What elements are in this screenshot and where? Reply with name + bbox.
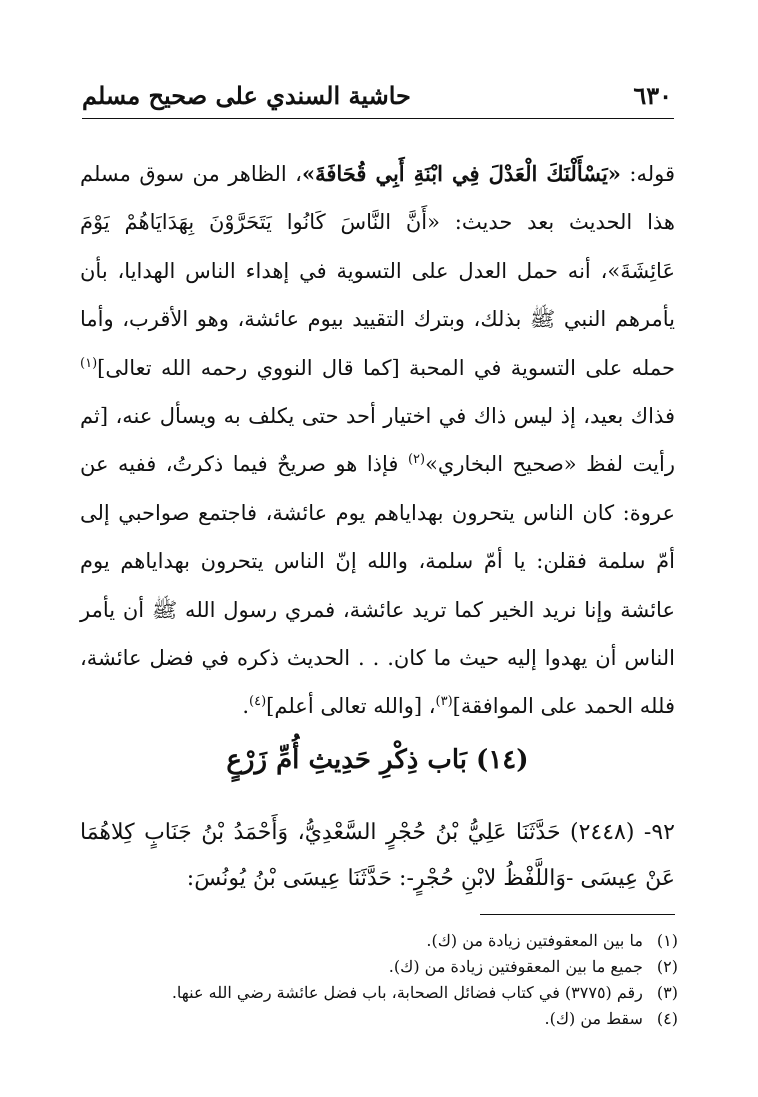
quoted-hadith-phrase: «يَسْأَلْنَكَ الْعَدْلَ فِي ابْنَةِ أَبِي قُحَافَةَ» xyxy=(301,161,621,186)
chapter-heading: (١٤) بَاب ذِكْرِ حَدِيثِ أُمِّ زَرْعٍ xyxy=(226,745,529,775)
commentary-segment: قوله: xyxy=(620,162,675,186)
book-title: حاشية السندي على صحيح مسلم xyxy=(82,81,411,110)
footnote-number: (١) xyxy=(656,931,678,950)
footnote-text: سقط من (ك). xyxy=(544,1009,643,1028)
footnote-divider xyxy=(480,914,675,915)
header-divider xyxy=(82,118,674,119)
commentary-segment: . xyxy=(242,694,250,719)
commentary-paragraph xyxy=(80,150,675,731)
footnote-reference[interactable]: (٢) xyxy=(407,452,426,468)
footnote-text: رقم (٣٧٧٥) في كتاب فضائل الصحابة، باب فضل عائشة رضي الله عنها. xyxy=(171,983,643,1002)
commentary-segment: فذاك بعيد، إذ ليس ذاك في اختيار أحد حتى يكلف به ويسأل عنه، [ثم رأيت لفظ «صحيح البخاري» xyxy=(80,404,676,477)
footnote-reference[interactable]: (٤) xyxy=(249,694,267,710)
footnote-number: (٤) xyxy=(656,1009,678,1028)
commentary-segment: فإذا هو صريحٌ فيما ذكرتُ، ففيه عن عروة: كان الناس يتحرون بهداياهم يوم عائشة، فاجتمع صواحبي إلى أمّ سلمة فقلن: يا أمّ سلمة، والله إنّ الناس يتحرون بهداياهم يوم عائشة وإنا نريد الخير كما تريد عائشة، فمري رسول الله ﷺ أن يأمر الناس أن يهدوا إليه حيث ما كان. . . الحديث ذكره في فضل عائشة، فلله الحمد على الموافقة] xyxy=(80,452,675,719)
footnote-item xyxy=(80,954,678,980)
quoted-hadith-phrase: «أَنَّ النَّاسَ كَانُوا يَتَحَرَّوْنَ بِهَدَايَاهُمْ يَوْمَ عَائِشَةَ» xyxy=(80,210,675,283)
commentary-text xyxy=(80,150,675,731)
footnote-item xyxy=(80,1006,678,1032)
running-head xyxy=(82,74,672,110)
footnote-text: جميع ما بين المعقوفتين زيادة من (ك). xyxy=(388,957,643,976)
footnote-number: (٢) xyxy=(656,957,678,976)
footnote-text: ما بين المعقوفتين زيادة من (ك). xyxy=(426,931,643,950)
footnote-number: (٣) xyxy=(656,983,678,1002)
footnote-reference[interactable]: (١) xyxy=(80,355,98,371)
footnote-item xyxy=(80,928,678,954)
page-number: ٦٣٠ xyxy=(633,81,672,110)
commentary-segment: ، أنه حمل العدل على التسوية في إهداء الناس الهدايا، بأن يأمرهم النبي ﷺ بذلك، وبترك التقييد بيوم عائشة، وهو الأقرب، وأما حمله على التسوية في المحبة [كما قال النووي رحمه الله تعالى] xyxy=(80,258,676,380)
footnote-reference[interactable]: (٣) xyxy=(435,694,453,710)
footnotes xyxy=(80,928,678,1032)
commentary-segment: ، [والله تعالى أعلم] xyxy=(266,694,436,719)
hadith-paragraph: ٩٢- (٢٤٤٨) حَدَّثَنَا عَلِيُّ بْنُ حُجْرٍ السَّعْدِيُّ، وَأَحْمَدُ بْنُ جَنَابٍ كِلاهُمَا عَنْ عِيسَى -وَاللَّفْظُ لابْنِ حُجْرٍ-: حَدَّثَنَا عِيسَى بْنُ يُونُسَ: xyxy=(80,820,675,891)
commentary-segment: ، الظاهر من سوق مسلم هذا الحديث بعد حديث: xyxy=(80,162,676,235)
footnote-item xyxy=(80,980,678,1006)
hadith-text xyxy=(80,810,675,902)
